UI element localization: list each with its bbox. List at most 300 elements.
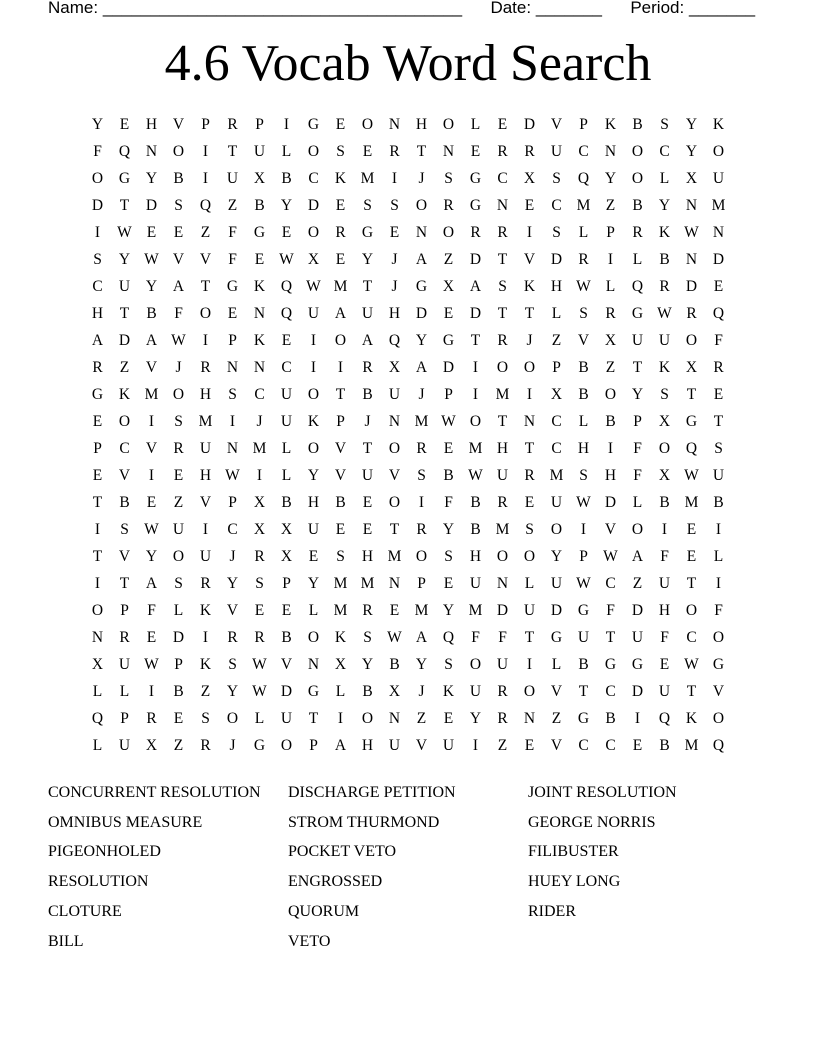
grid-letter[interactable]: W — [576, 493, 591, 511]
grid-letter[interactable]: E — [173, 466, 184, 484]
grid-letter[interactable]: C — [308, 169, 319, 187]
grid-letter[interactable]: W — [387, 628, 402, 646]
grid-letter[interactable]: T — [686, 574, 697, 592]
grid-letter[interactable]: K — [685, 709, 698, 727]
grid-letter[interactable]: O — [307, 628, 320, 646]
grid-letter[interactable]: A — [334, 304, 347, 322]
grid-letter[interactable]: R — [443, 196, 454, 214]
grid-letter[interactable]: X — [91, 655, 104, 673]
grid-letter[interactable]: B — [146, 304, 157, 322]
grid-letter[interactable]: G — [631, 655, 644, 673]
grid-letter[interactable]: E — [470, 142, 481, 160]
grid-letter[interactable]: B — [632, 115, 643, 133]
grid-letter[interactable]: N — [388, 574, 401, 592]
grid-letter[interactable]: R — [470, 223, 481, 241]
grid-letter[interactable]: R — [173, 439, 184, 457]
grid-letter[interactable]: B — [605, 709, 616, 727]
grid-letter[interactable]: O — [604, 385, 617, 403]
grid-letter[interactable]: H — [604, 466, 617, 484]
grid-letter[interactable]: F — [174, 304, 183, 322]
grid-letter[interactable]: O — [307, 223, 320, 241]
grid-letter[interactable]: B — [659, 493, 670, 511]
grid-letter[interactable]: V — [334, 439, 347, 457]
grid-letter[interactable]: V — [172, 250, 185, 268]
grid-letter[interactable]: D — [415, 304, 428, 322]
grid-letter[interactable]: I — [202, 331, 209, 349]
grid-letter[interactable]: I — [229, 412, 236, 430]
grid-letter[interactable]: S — [444, 169, 453, 187]
grid-letter[interactable]: O — [469, 655, 482, 673]
grid-letter[interactable]: I — [310, 358, 317, 376]
grid-letter[interactable]: Y — [604, 169, 617, 187]
grid-letter[interactable]: E — [173, 709, 184, 727]
grid-letter[interactable]: H — [361, 547, 374, 565]
grid-letter[interactable]: T — [524, 304, 535, 322]
grid-letter[interactable]: V — [550, 115, 563, 133]
grid-letter[interactable]: S — [120, 520, 129, 538]
grid-letter[interactable]: L — [308, 601, 319, 619]
grid-letter[interactable]: N — [604, 142, 617, 160]
grid-letter[interactable]: I — [472, 736, 479, 754]
grid-letter[interactable]: A — [415, 358, 428, 376]
grid-letter[interactable]: Y — [118, 250, 131, 268]
grid-letter[interactable]: T — [686, 385, 697, 403]
grid-letter[interactable]: U — [469, 682, 482, 700]
grid-letter[interactable]: G — [685, 412, 698, 430]
grid-letter[interactable]: O — [172, 385, 185, 403]
grid-letter[interactable]: S — [93, 250, 102, 268]
grid-letter[interactable]: H — [199, 466, 212, 484]
grid-letter[interactable]: V — [172, 115, 185, 133]
grid-letter[interactable]: R — [200, 736, 211, 754]
grid-letter[interactable]: C — [281, 358, 292, 376]
grid-letter[interactable]: G — [604, 655, 617, 673]
grid-letter[interactable]: T — [200, 277, 211, 295]
grid-letter[interactable]: U — [658, 331, 671, 349]
grid-letter[interactable]: I — [256, 466, 263, 484]
grid-letter[interactable]: O — [442, 223, 455, 241]
grid-letter[interactable]: D — [172, 628, 185, 646]
grid-letter[interactable]: E — [443, 439, 454, 457]
grid-letter[interactable]: R — [524, 466, 535, 484]
grid-letter[interactable]: N — [91, 628, 104, 646]
grid-letter[interactable]: T — [605, 628, 616, 646]
grid-letter[interactable]: P — [579, 547, 588, 565]
grid-letter[interactable]: E — [686, 547, 697, 565]
grid-letter[interactable]: B — [605, 412, 616, 430]
grid-letter[interactable]: Y — [415, 331, 428, 349]
grid-letter[interactable]: P — [174, 655, 183, 673]
grid-letter[interactable]: V — [118, 466, 131, 484]
grid-letter[interactable]: M — [360, 574, 375, 592]
grid-letter[interactable]: W — [144, 655, 159, 673]
grid-letter[interactable]: O — [496, 358, 509, 376]
grid-letter[interactable]: K — [307, 412, 320, 430]
grid-letter[interactable]: V — [334, 466, 347, 484]
grid-letter[interactable]: U — [388, 385, 401, 403]
grid-letter[interactable]: B — [632, 196, 643, 214]
grid-letter[interactable]: H — [577, 439, 590, 457]
grid-letter[interactable]: K — [334, 169, 347, 187]
grid-letter[interactable]: L — [578, 223, 589, 241]
grid-letter[interactable]: E — [686, 520, 697, 538]
grid-letter[interactable]: C — [578, 142, 589, 160]
grid-letter[interactable]: U — [118, 736, 131, 754]
grid-letter[interactable]: E — [281, 331, 292, 349]
grid-letter[interactable]: Y — [658, 196, 671, 214]
grid-letter[interactable]: N — [388, 412, 401, 430]
grid-letter[interactable]: B — [578, 385, 589, 403]
grid-letter[interactable]: V — [199, 250, 212, 268]
grid-letter[interactable]: E — [713, 385, 724, 403]
grid-letter[interactable]: R — [227, 115, 238, 133]
grid-letter[interactable]: T — [227, 142, 238, 160]
grid-letter[interactable]: Z — [227, 196, 238, 214]
grid-letter[interactable]: Y — [361, 250, 374, 268]
grid-letter[interactable]: I — [94, 520, 101, 538]
grid-letter[interactable]: B — [362, 385, 373, 403]
grid-letter[interactable]: C — [551, 412, 562, 430]
grid-letter[interactable]: E — [119, 115, 130, 133]
grid-letter[interactable]: Q — [199, 196, 212, 214]
grid-letter[interactable]: R — [497, 223, 508, 241]
grid-letter[interactable]: W — [252, 655, 267, 673]
grid-letter[interactable]: K — [118, 385, 131, 403]
grid-letter[interactable]: C — [605, 682, 616, 700]
grid-letter[interactable]: X — [658, 466, 671, 484]
grid-letter[interactable]: P — [228, 331, 237, 349]
grid-letter[interactable]: O — [172, 547, 185, 565]
grid-letter[interactable]: S — [525, 520, 534, 538]
grid-letter[interactable]: N — [523, 709, 536, 727]
grid-letter[interactable]: E — [443, 709, 454, 727]
name-line[interactable]: ______________________________________ — [102, 0, 463, 17]
grid-letter[interactable]: D — [307, 196, 320, 214]
grid-letter[interactable]: K — [253, 331, 266, 349]
grid-letter[interactable]: V — [199, 493, 212, 511]
grid-letter[interactable]: W — [252, 682, 267, 700]
grid-letter[interactable]: V — [577, 331, 590, 349]
grid-letter[interactable]: M — [495, 385, 510, 403]
grid-letter[interactable]: W — [306, 277, 321, 295]
grid-letter[interactable]: I — [661, 520, 668, 538]
grid-letter[interactable]: Y — [226, 682, 239, 700]
grid-letter[interactable]: V — [523, 250, 536, 268]
grid-letter[interactable]: Z — [416, 709, 427, 727]
grid-letter[interactable]: S — [174, 196, 183, 214]
grid-letter[interactable]: F — [471, 628, 480, 646]
grid-letter[interactable]: M — [684, 493, 699, 511]
grid-letter[interactable]: U — [631, 628, 644, 646]
grid-letter[interactable]: U — [658, 682, 671, 700]
grid-letter[interactable]: B — [578, 655, 589, 673]
grid-letter[interactable]: D — [469, 304, 482, 322]
grid-letter[interactable]: F — [228, 250, 237, 268]
grid-letter[interactable]: F — [660, 628, 669, 646]
grid-letter[interactable]: K — [199, 655, 212, 673]
grid-letter[interactable]: P — [120, 601, 129, 619]
grid-letter[interactable]: U — [361, 466, 374, 484]
grid-letter[interactable]: M — [549, 466, 564, 484]
grid-letter[interactable]: I — [526, 223, 533, 241]
grid-letter[interactable]: J — [364, 412, 371, 430]
grid-letter[interactable]: R — [497, 682, 508, 700]
grid-letter[interactable]: X — [442, 277, 455, 295]
grid-letter[interactable]: R — [389, 142, 400, 160]
grid-letter[interactable]: E — [146, 493, 157, 511]
grid-letter[interactable]: I — [526, 385, 533, 403]
grid-letter[interactable]: Z — [605, 196, 616, 214]
grid-letter[interactable]: H — [145, 115, 158, 133]
grid-letter[interactable]: U — [550, 574, 563, 592]
grid-letter[interactable]: I — [148, 682, 155, 700]
grid-letter[interactable]: S — [552, 223, 561, 241]
grid-letter[interactable]: N — [145, 142, 158, 160]
grid-letter[interactable]: U — [253, 142, 266, 160]
grid-letter[interactable]: I — [283, 115, 290, 133]
grid-letter[interactable]: S — [174, 412, 183, 430]
grid-letter[interactable]: J — [256, 412, 263, 430]
grid-letter[interactable]: L — [281, 439, 292, 457]
grid-letter[interactable]: W — [576, 574, 591, 592]
grid-letter[interactable]: E — [443, 304, 454, 322]
grid-letter[interactable]: P — [120, 709, 129, 727]
grid-letter[interactable]: O — [631, 142, 644, 160]
grid-letter[interactable]: Y — [631, 385, 644, 403]
grid-letter[interactable]: H — [388, 304, 401, 322]
grid-letter[interactable]: R — [92, 358, 103, 376]
grid-letter[interactable]: X — [550, 385, 563, 403]
grid-letter[interactable]: O — [631, 169, 644, 187]
grid-letter[interactable]: E — [254, 250, 265, 268]
grid-letter[interactable]: N — [496, 196, 509, 214]
grid-letter[interactable]: R — [497, 142, 508, 160]
grid-letter[interactable]: I — [715, 520, 722, 538]
grid-letter[interactable]: O — [361, 115, 374, 133]
grid-letter[interactable]: E — [632, 736, 643, 754]
grid-letter[interactable]: H — [550, 277, 563, 295]
grid-letter[interactable]: J — [418, 385, 425, 403]
grid-letter[interactable]: D — [523, 115, 536, 133]
grid-letter[interactable]: D — [91, 196, 104, 214]
grid-letter[interactable]: L — [281, 466, 292, 484]
grid-letter[interactable]: N — [388, 115, 401, 133]
grid-letter[interactable]: R — [632, 223, 643, 241]
grid-letter[interactable]: T — [416, 142, 427, 160]
grid-letter[interactable]: C — [605, 574, 616, 592]
grid-letter[interactable]: K — [523, 277, 536, 295]
grid-letter[interactable]: J — [418, 682, 425, 700]
grid-letter[interactable]: G — [577, 709, 590, 727]
grid-letter[interactable]: T — [389, 520, 400, 538]
grid-letter[interactable]: E — [362, 520, 373, 538]
grid-letter[interactable]: S — [228, 655, 237, 673]
grid-letter[interactable]: O — [685, 331, 698, 349]
grid-letter[interactable]: I — [94, 574, 101, 592]
grid-letter[interactable]: W — [117, 223, 132, 241]
grid-letter[interactable]: K — [199, 601, 212, 619]
grid-letter[interactable]: G — [415, 277, 428, 295]
grid-letter[interactable]: Z — [200, 223, 211, 241]
grid-letter[interactable]: L — [92, 682, 103, 700]
grid-letter[interactable]: U — [199, 439, 212, 457]
grid-letter[interactable]: E — [443, 574, 454, 592]
grid-letter[interactable]: X — [388, 682, 401, 700]
grid-letter[interactable]: D — [604, 493, 617, 511]
grid-letter[interactable]: V — [604, 520, 617, 538]
grid-letter[interactable]: G — [307, 682, 320, 700]
grid-letter[interactable]: U — [550, 493, 563, 511]
grid-letter[interactable]: L — [92, 736, 103, 754]
grid-letter[interactable]: B — [713, 493, 724, 511]
grid-letter[interactable]: S — [174, 574, 183, 592]
grid-letter[interactable]: H — [199, 385, 212, 403]
grid-letter[interactable]: O — [388, 493, 401, 511]
grid-letter[interactable]: A — [469, 277, 482, 295]
grid-letter[interactable]: B — [281, 628, 292, 646]
grid-letter[interactable]: H — [469, 547, 482, 565]
grid-letter[interactable]: Q — [577, 169, 590, 187]
grid-letter[interactable]: L — [632, 493, 643, 511]
grid-letter[interactable]: O — [91, 601, 104, 619]
grid-letter[interactable]: A — [631, 547, 644, 565]
grid-letter[interactable]: M — [144, 385, 159, 403]
grid-letter[interactable]: N — [253, 304, 266, 322]
grid-letter[interactable]: G — [469, 169, 482, 187]
grid-letter[interactable]: U — [307, 520, 320, 538]
grid-letter[interactable]: N — [388, 709, 401, 727]
grid-letter[interactable]: K — [658, 358, 671, 376]
grid-letter[interactable]: R — [497, 331, 508, 349]
grid-letter[interactable]: N — [307, 655, 320, 673]
grid-letter[interactable]: O — [658, 439, 671, 457]
grid-letter[interactable]: G — [631, 304, 644, 322]
grid-letter[interactable]: I — [580, 520, 587, 538]
grid-letter[interactable]: E — [659, 655, 670, 673]
grid-letter[interactable]: P — [255, 115, 264, 133]
period-line[interactable]: _______ — [688, 0, 756, 17]
grid-letter[interactable]: B — [281, 169, 292, 187]
grid-letter[interactable]: X — [523, 169, 536, 187]
grid-letter[interactable]: E — [389, 601, 400, 619]
grid-letter[interactable]: O — [226, 709, 239, 727]
grid-letter[interactable]: I — [202, 169, 209, 187]
grid-letter[interactable]: L — [335, 682, 346, 700]
grid-letter[interactable]: E — [92, 466, 103, 484]
grid-letter[interactable]: R — [605, 304, 616, 322]
grid-letter[interactable]: O — [631, 520, 644, 538]
grid-letter[interactable]: S — [255, 574, 264, 592]
grid-letter[interactable]: M — [333, 601, 348, 619]
grid-letter[interactable]: I — [715, 574, 722, 592]
grid-letter[interactable]: F — [93, 142, 102, 160]
grid-letter[interactable]: G — [577, 601, 590, 619]
grid-letter[interactable]: W — [684, 466, 699, 484]
grid-letter[interactable]: T — [524, 628, 535, 646]
grid-letter[interactable]: G — [361, 223, 374, 241]
grid-letter[interactable]: S — [336, 547, 345, 565]
grid-letter[interactable]: Y — [145, 277, 158, 295]
grid-letter[interactable]: W — [684, 655, 699, 673]
grid-letter[interactable]: Z — [551, 709, 562, 727]
grid-letter[interactable]: I — [607, 250, 614, 268]
grid-letter[interactable]: P — [93, 439, 102, 457]
grid-letter[interactable]: X — [658, 412, 671, 430]
grid-letter[interactable]: V — [550, 736, 563, 754]
grid-letter[interactable]: U — [118, 277, 131, 295]
grid-letter[interactable]: Y — [442, 601, 455, 619]
grid-letter[interactable]: E — [335, 520, 346, 538]
grid-letter[interactable]: O — [685, 601, 698, 619]
grid-letter[interactable]: O — [712, 709, 725, 727]
grid-letter[interactable]: H — [658, 601, 671, 619]
grid-letter[interactable]: P — [309, 736, 318, 754]
grid-letter[interactable]: R — [362, 358, 373, 376]
grid-letter[interactable]: Z — [443, 250, 454, 268]
grid-letter[interactable]: E — [146, 628, 157, 646]
grid-letter[interactable]: H — [91, 304, 104, 322]
grid-letter[interactable]: L — [632, 250, 643, 268]
grid-letter[interactable]: Z — [551, 331, 562, 349]
grid-letter[interactable]: W — [225, 466, 240, 484]
grid-letter[interactable]: E — [524, 493, 535, 511]
grid-letter[interactable]: I — [202, 520, 209, 538]
grid-letter[interactable]: D — [145, 196, 158, 214]
grid-letter[interactable]: B — [362, 682, 373, 700]
grid-letter[interactable]: P — [201, 115, 210, 133]
grid-letter[interactable]: K — [253, 277, 266, 295]
grid-letter[interactable]: S — [444, 547, 453, 565]
grid-letter[interactable]: T — [497, 250, 508, 268]
grid-letter[interactable]: E — [308, 547, 319, 565]
grid-letter[interactable]: K — [604, 115, 617, 133]
grid-letter[interactable]: D — [631, 682, 644, 700]
grid-letter[interactable]: N — [226, 439, 239, 457]
grid-letter[interactable]: U — [307, 304, 320, 322]
grid-letter[interactable]: T — [470, 331, 481, 349]
grid-letter[interactable]: E — [713, 277, 724, 295]
grid-letter[interactable]: G — [118, 169, 131, 187]
grid-letter[interactable]: V — [145, 358, 158, 376]
grid-letter[interactable]: O — [496, 547, 509, 565]
grid-letter[interactable]: M — [711, 196, 726, 214]
grid-letter[interactable]: Q — [631, 277, 644, 295]
grid-letter[interactable]: D — [550, 601, 563, 619]
grid-letter[interactable]: C — [659, 142, 670, 160]
grid-letter[interactable]: L — [281, 142, 292, 160]
grid-letter[interactable]: O — [523, 358, 536, 376]
grid-letter[interactable]: I — [607, 439, 614, 457]
grid-letter[interactable]: C — [119, 439, 130, 457]
grid-letter[interactable]: E — [335, 115, 346, 133]
grid-letter[interactable]: J — [418, 169, 425, 187]
grid-letter[interactable]: O — [199, 304, 212, 322]
grid-letter[interactable]: B — [173, 169, 184, 187]
grid-letter[interactable]: E — [362, 493, 373, 511]
grid-letter[interactable]: C — [497, 169, 508, 187]
grid-letter[interactable]: X — [307, 250, 320, 268]
grid-letter[interactable]: E — [254, 601, 265, 619]
grid-letter[interactable]: C — [578, 736, 589, 754]
grid-letter[interactable]: S — [201, 709, 210, 727]
grid-letter[interactable]: R — [416, 439, 427, 457]
grid-letter[interactable]: W — [468, 466, 483, 484]
grid-letter[interactable]: V — [280, 655, 293, 673]
grid-letter[interactable]: U — [226, 169, 239, 187]
grid-letter[interactable]: S — [579, 304, 588, 322]
grid-letter[interactable]: M — [252, 439, 267, 457]
grid-letter[interactable]: A — [172, 277, 185, 295]
